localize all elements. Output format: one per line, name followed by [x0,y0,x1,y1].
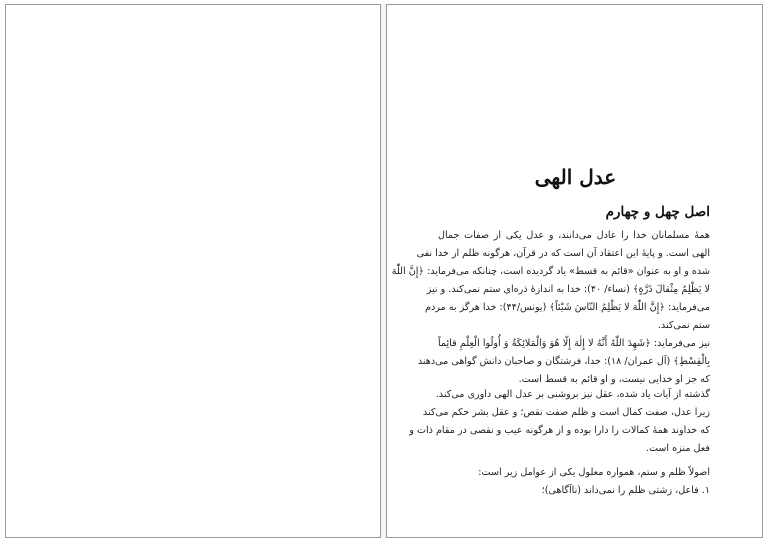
text-line: ستم نمی‌کند. [657,320,710,331]
left-page [5,4,381,538]
text-line: زیرا عدل، صفت کمال است و ظلم صفت نقص؛ و عقل بشر حکم می‌کند [422,407,710,418]
text-line: همهٔ مسلمانان خدا را عادل می‌دانند، و عدل یکی از صفات جمال [438,230,710,241]
text-line: فعل منزه است. [645,443,710,454]
text-line: بِالْقِسْطِ﴾ (آل عمران/ ۱۸): خدا، فرشتگان و صاحبان دانش گواهی می‌دهند [417,356,710,367]
section-heading: اصل چهل و چهارم [605,204,710,220]
list-item: ۱. فاعل، زشتی ظلم را نمی‌داند (ناآگاهی)؛ [541,485,710,496]
paragraph-1 [391,227,710,335]
text-line: لا یَظْلِمُ مِثْقالَ ذَرَّةٍ﴾ (نساء/ ۴۰): خدا به اندازهٔ ذره‌ای ستم نمی‌کند. و نیز [426,284,710,295]
text-line: گذشته از آیات یاد شده، عقل نیز بروشنی بر عدل الهی داوری می‌کند. [435,389,710,400]
paragraph-4 [438,464,710,500]
text-line: که جز او خدایی نیست، و او قائم به قسط است. [518,374,710,385]
text-line: نیز می‌فرماید: ﴿شَهِدَ اللّٰهُ أَنَّهُ لا إِلٰهَ إِلّا هُوَ وَالْمَلائِكَةُ وَ أُولُوا الْعِلْمِ قائِماً [438,338,710,349]
text-line: که خداوند همهٔ کمالات را دارا بوده و از هرگونه عیب و نقصی در مقام ذات و [409,425,710,436]
paragraph-2 [417,335,710,389]
paragraph-3 [409,386,710,458]
text-line: الهی است. و پایهٔ این اعتقاد آن است که در قرآن، هرگونه ظلم از خدا نفی [416,248,710,259]
chapter-title: عدل الهی [534,165,617,189]
text-line: اصولاً ظلم و ستم، همواره معلول یکی از عوامل زیر است: [478,467,710,478]
text-line: شده و او به عنوان «قائم به قسط» یاد گردیده است، چنانکه می‌فرماید: ﴿إِنَّ اللّٰهَ [391,266,710,277]
text-line: می‌فرماید: ﴿إِنَّ اللّٰهَ لا یَظْلِمُ النّاسَ شَیْئاً﴾ (یونس/۴۴): خدا هرگز به مردم [425,302,710,313]
right-page [386,4,763,538]
